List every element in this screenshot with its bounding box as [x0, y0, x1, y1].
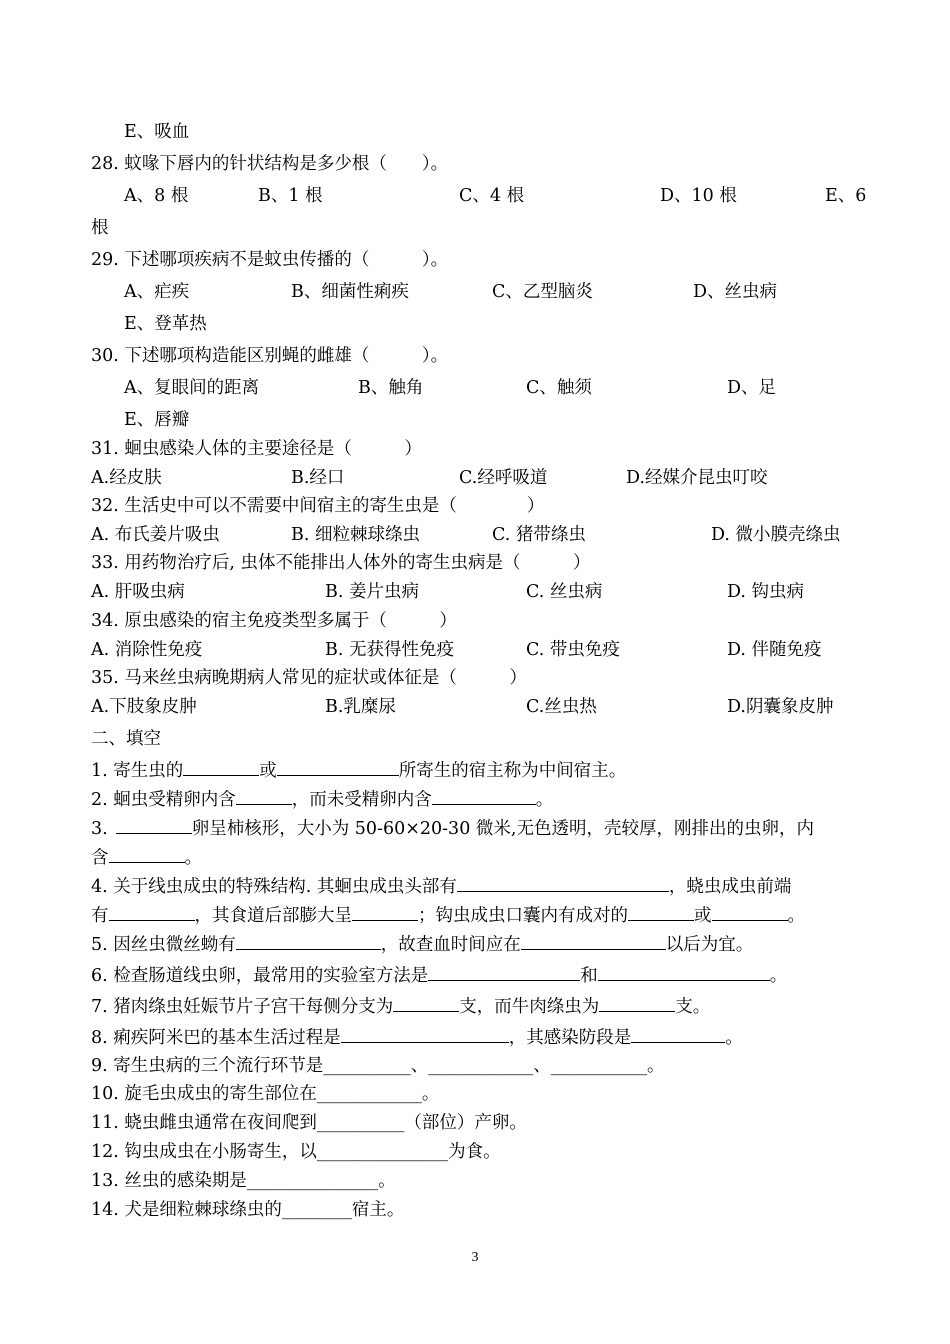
q32-option-b: B. 细粒棘球绦虫: [291, 525, 420, 545]
fill-4-text-3: 有: [91, 906, 109, 926]
fill-4-blank-1[interactable]: [457, 874, 669, 892]
fill-6-text-2: 和: [580, 966, 598, 986]
fill-3-text-3: 含: [91, 848, 109, 868]
fill-7: [91, 994, 710, 1018]
q34-option-a: A. 消除性免疫: [91, 640, 203, 660]
q31-stem: 31. 蛔虫感染人体的主要途径是（ ）: [91, 439, 422, 459]
q35-stem: 35. 马来丝虫病晚期病人常见的症状或体征是（ ）: [91, 668, 527, 688]
q29-option-c: C、乙型脑炎: [492, 282, 593, 302]
fill-4-blank-3[interactable]: [352, 903, 418, 921]
fill-8-text-3: 。: [725, 1028, 743, 1048]
fill-4-blank-5[interactable]: [712, 903, 788, 921]
q29-option-d: D、丝虫病: [693, 282, 778, 302]
q32-option-a: A. 布氏姜片吸虫: [91, 525, 220, 545]
fill-6: [91, 963, 787, 987]
fill-6-blank-1[interactable]: [428, 963, 580, 981]
q32-stem: 32. 生活史中可以不需要中间宿主的寄生虫是（ ）: [91, 496, 545, 516]
fill-4-text-2: ，蛲虫成虫前端: [668, 877, 792, 897]
q28-stem: 28. 蚊喙下唇内的针状结构是多少根（ ）。: [91, 154, 449, 174]
q35-option-c: C.丝虫热: [526, 697, 597, 717]
q28-option-b: B、1 根: [258, 186, 323, 206]
fill-1-blank-1[interactable]: [183, 758, 259, 776]
q30-option-e: E、唇瓣: [124, 410, 190, 430]
q35-option-b: B.乳糜尿: [325, 697, 396, 717]
q35-option-a: A.下肢象皮肿: [91, 697, 197, 717]
fill-5-text-2: ，故查血时间应在: [380, 935, 521, 955]
fill-1-blank-2[interactable]: [277, 758, 399, 776]
fill-3-text-1: 3.: [91, 819, 108, 839]
fill-8: [91, 1025, 743, 1049]
fill-2-text-1: 2. 蛔虫受精卵内含: [91, 790, 236, 810]
q28-option-c: C、4 根: [459, 186, 525, 206]
fill-4-text-1: 4. 关于线虫成虫的特殊结构. 其蛔虫成虫头部有: [91, 877, 457, 897]
q33-option-d: D. 钩虫病: [727, 582, 805, 602]
q34-option-c: C. 带虫免疫: [526, 640, 620, 660]
fill-7-blank-2[interactable]: [599, 994, 675, 1012]
fill-2-blank-2[interactable]: [432, 787, 536, 805]
q29-option-a: A、疟疾: [124, 282, 190, 302]
fill-11: 11. 蛲虫雌虫通常在夜间爬到__________（部位）产卵。: [91, 1113, 527, 1133]
q28-option-a: A、8 根: [124, 186, 189, 206]
q33-option-b: B. 姜片虫病: [325, 582, 419, 602]
fill-2-text-3: 。: [535, 790, 554, 810]
q33-option-a: A. 肝吸虫病: [91, 582, 185, 602]
fill-5-blank-1[interactable]: [236, 932, 381, 950]
q33-stem: 33. 用药物治疗后, 虫体不能排出人体外的寄生虫病是（ ）: [91, 553, 591, 573]
q33-option-c: C. 丝虫病: [526, 582, 603, 602]
fill-1-text-1: 1. 寄生虫的: [91, 761, 184, 781]
fill-6-text-3: 。: [769, 966, 788, 986]
q31-option-d: D.经媒介昆虫叮咬: [626, 468, 768, 488]
fill-3-text-4: 。: [184, 848, 202, 868]
q30-option-b: B、触角: [358, 378, 424, 398]
fill-13: 13. 丝虫的感染期是_______________。: [91, 1171, 396, 1191]
fill-10: 10. 旋毛虫成虫的寄生部位在____________。: [91, 1084, 440, 1104]
fill-9: 9. 寄生虫病的三个流行环节是__________、____________、___________。: [91, 1056, 665, 1076]
q29-option-e: E、登革热: [124, 314, 207, 334]
fill-4-blank-4[interactable]: [628, 903, 694, 921]
q30-option-c: C、触须: [526, 378, 592, 398]
fill-7-text-1: 7. 猪肉绦虫妊娠节片子宫干每侧分支为: [91, 997, 394, 1017]
fill-3-line-2: [91, 845, 202, 869]
fill-1-text-2: 或: [259, 761, 277, 781]
q34-option-d: D. 伴随免疫: [727, 640, 822, 660]
fill-1-text-3: 所寄生的宿主称为中间宿主。: [398, 761, 627, 781]
fill-4-line-2: [91, 903, 805, 927]
fill-4-text-7: 。: [787, 906, 805, 926]
fill-3-blank-2[interactable]: [109, 845, 185, 863]
q27-option-e: E、吸血: [124, 122, 190, 142]
q31-option-a: A.经皮肤: [91, 468, 162, 488]
q34-option-b: B. 无获得性免疫: [325, 640, 454, 660]
fill-4-line-1: [91, 874, 791, 898]
q28-option-e: E、6: [825, 186, 867, 206]
fill-12: 12. 钩虫成虫在小肠寄生，以_______________为食。: [91, 1142, 501, 1162]
fill-8-blank-1[interactable]: [341, 1025, 509, 1043]
fill-8-blank-2[interactable]: [631, 1025, 725, 1043]
q30-stem: 30. 下述哪项构造能区别蝇的雌雄（ ）。: [91, 346, 449, 366]
fill-3-blank-1[interactable]: [116, 816, 192, 834]
fill-4-blank-2[interactable]: [109, 903, 195, 921]
fill-14: 14. 犬是细粒棘球绦虫的________宿主。: [91, 1200, 405, 1220]
q32-option-d: D. 微小膜壳绦虫: [711, 525, 841, 545]
fill-2: [91, 787, 553, 811]
section-heading-fill-in: 二、填空: [91, 729, 161, 749]
fill-4-text-4: ，其食道后部膨大呈: [194, 906, 352, 926]
fill-3-line-1: [91, 816, 814, 840]
q29-option-b: B、细菌性痢疾: [291, 282, 409, 302]
fill-2-text-2: ，而未受精卵内含: [291, 790, 432, 810]
fill-8-text-2: ，其感染防段是: [508, 1028, 632, 1048]
fill-8-text-1: 8. 痢疾阿米巴的基本生活过程是: [91, 1028, 341, 1048]
fill-5-text-3: 以后为宜。: [665, 935, 754, 955]
fill-6-blank-2[interactable]: [598, 963, 770, 981]
q28-option-e-cont: 根: [91, 218, 109, 238]
q30-option-a: A、复眼间的距离: [124, 378, 260, 398]
page-number: 3: [471, 1250, 479, 1265]
q35-option-d: D.阴囊象皮肿: [727, 697, 834, 717]
fill-7-text-2: 支，而牛肉绦虫为: [459, 997, 600, 1017]
q31-option-b: B.经口: [291, 468, 345, 488]
q29-stem: 29. 下述哪项疾病不是蚊虫传播的（ ）。: [91, 250, 449, 270]
q28-option-d: D、10 根: [660, 186, 737, 206]
fill-6-text-1: 6. 检查肠道线虫卵，最常用的实验室方法是: [91, 966, 429, 986]
fill-5-text-1: 5. 因丝虫微丝蚴有: [91, 935, 236, 955]
fill-4-text-6: 或: [694, 906, 712, 926]
fill-7-blank-1[interactable]: [393, 994, 459, 1012]
q34-stem: 34. 原虫感染的宿主免疫类型多属于（ ）: [91, 611, 457, 631]
q30-option-d: D、足: [727, 378, 777, 398]
fill-4-text-5: ；钩虫成虫口囊内有成对的: [418, 906, 628, 926]
fill-3-text-2: 卵呈柿核形，大小为 50-60×20-30 微米,无色透明，壳较厚，刚排出的虫卵，内: [191, 819, 814, 839]
q32-option-c: C. 猪带绦虫: [492, 525, 586, 545]
fill-5-blank-2[interactable]: [521, 932, 666, 950]
fill-5: [91, 932, 753, 956]
q31-option-c: C.经呼吸道: [459, 468, 548, 488]
fill-2-blank-1[interactable]: [236, 787, 292, 805]
fill-7-text-3: 支。: [675, 997, 711, 1017]
fill-1: [91, 758, 626, 782]
